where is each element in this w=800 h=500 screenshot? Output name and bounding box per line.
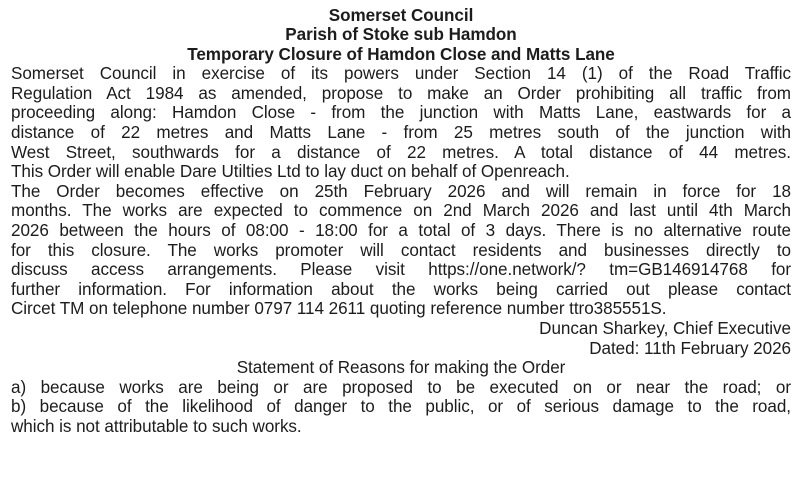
- signatory: Duncan Sharkey, Chief Executive: [539, 318, 791, 338]
- order-paragraph-line: proceeding along: Hamdon Close - from the junction with Matts Lane, eastwards for a: [11, 103, 791, 123]
- order-paragraph: [11, 64, 791, 182]
- order-paragraph-line: This Order will enable Dare Utilties Ltd to lay duct on behalf of Openreach.: [11, 162, 570, 182]
- statement-heading: Statement of Reasons for making the Order: [236, 358, 566, 378]
- reason-line: a) because works are being or are proposed to be executed on or near the road; or: [11, 377, 791, 397]
- effective-paragraph-line: The Order becomes effective on 25th February 2026 and will remain in force for 18: [11, 181, 791, 201]
- effective-paragraph-line: Circet TM on telephone number 0797 114 2611 quoting reference number ttro385551S.: [11, 299, 667, 319]
- council-heading: Somerset Council: [328, 6, 474, 25]
- order-paragraph-line: distance of 22 metres and Matts Lane - from 25 metres south of the junction with: [11, 123, 791, 142]
- effective-paragraph-line: discuss access arrangements. Please visit https://one.network/? tm=GB146914768 for: [11, 260, 791, 280]
- effective-paragraph-line: 2026 between the hours of 08:00 - 18:00 for a total of 3 days. There is no alternative route: [11, 220, 791, 240]
- effective-paragraph-line: months. The works are expected to commence on 2nd March 2026 and last until 4th March: [11, 201, 791, 221]
- order-paragraph-line: West Street, southwards for a distance of 22 metres. A total distance of 44 metres.: [11, 142, 791, 162]
- reason-line: which is not attributable to such works.: [11, 416, 302, 436]
- closure-title: Temporary Closure of Hamdon Close and Matts Lane: [187, 44, 615, 64]
- order-paragraph-line: Somerset Council in exercise of its powers under Section 14 (1) of the Road Traffic: [11, 64, 791, 84]
- effective-paragraph-line: further information. For information about the works being carried out please contact: [11, 279, 791, 299]
- reasons-paragraph: [11, 378, 791, 437]
- effective-paragraph: [11, 182, 791, 319]
- order-paragraph-line: Regulation Act 1984 as amended, propose to make an Order prohibiting all traffic from: [11, 83, 791, 103]
- effective-paragraph-line: for this closure. The works promoter will contact residents and businesses directly to: [11, 240, 791, 260]
- date-line: Dated: 11th February 2026: [589, 338, 791, 358]
- reason-line: b) because of the likelihood of danger to the public, or of serious damage to the road,: [11, 397, 791, 417]
- parish-heading: Parish of Stoke sub Hamdon: [285, 25, 517, 45]
